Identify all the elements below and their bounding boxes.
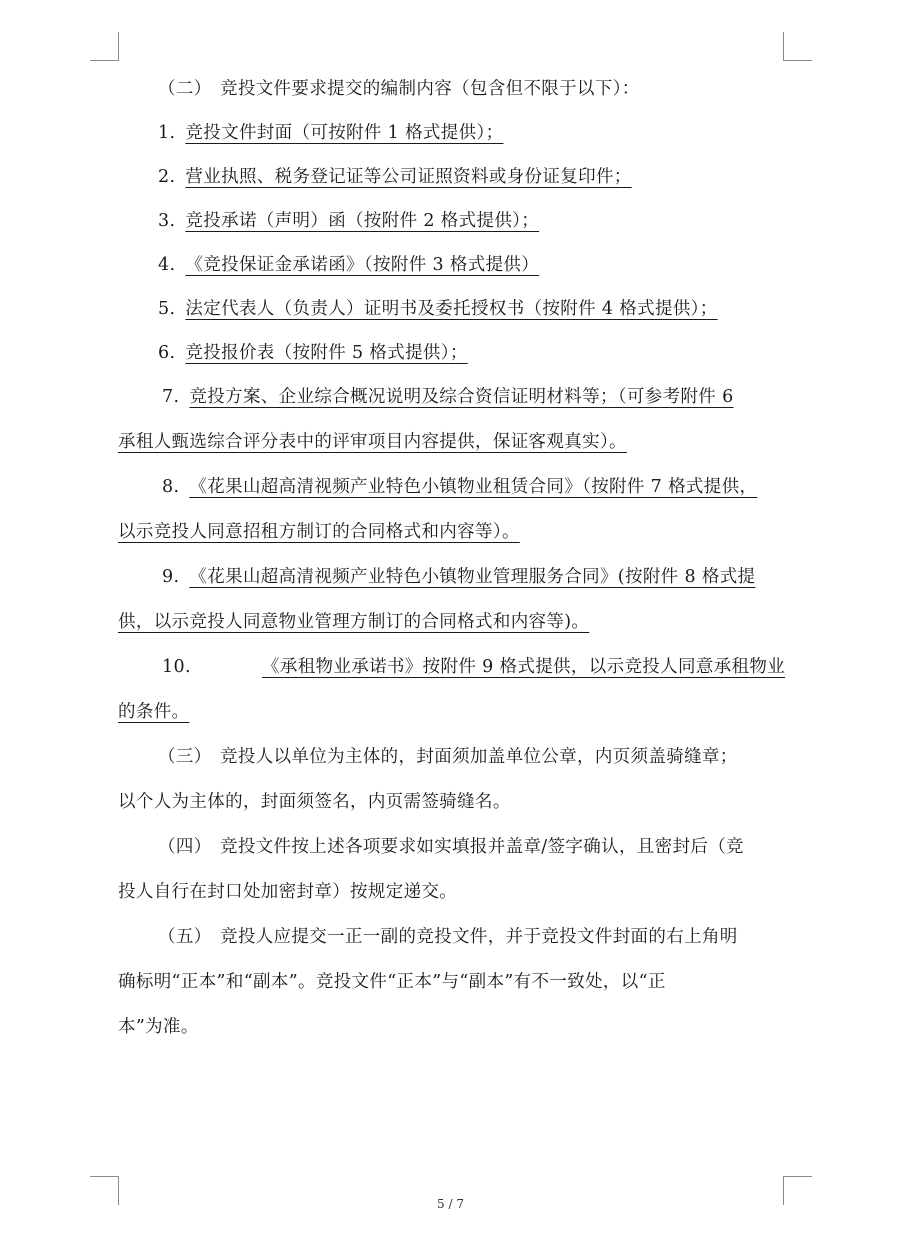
- section-5-paragraph: [118, 922, 784, 1057]
- list-item: [118, 338, 784, 382]
- list-item: [118, 206, 784, 250]
- list-item-text: 竞投文件封面（可按附件 1 格式提供）；: [185, 123, 504, 143]
- list-item-number: 1.: [158, 123, 176, 143]
- list-item-7: [118, 382, 784, 472]
- list-item-9: [118, 562, 784, 652]
- section-4-paragraph: [118, 832, 784, 922]
- list-item-10-line-1: 《承租物业承诺书》按附件 9 格式提供，以示竞投人同意承租物业: [262, 657, 786, 677]
- section-4-number: （四）: [158, 837, 212, 857]
- list-item-10: [118, 652, 784, 742]
- section-5-line-2: 确标明“正本”和“副本”。竞投文件“正本”与“副本”有不一致处，以“正: [118, 972, 666, 992]
- document-body: [118, 74, 784, 1057]
- section-2-heading: [118, 74, 784, 118]
- crop-mark-top-right: [783, 32, 812, 61]
- list-item-text: 竞投承诺（声明）函（按附件 2 格式提供）；: [185, 211, 540, 231]
- list-item-7-line-2: 承租人甄选综合评分表中的评审项目内容提供，保证客观真实）。: [118, 432, 627, 452]
- section-5-number: （五）: [158, 927, 212, 947]
- list-item-number: 3.: [158, 211, 176, 231]
- section-3-paragraph: [118, 742, 784, 832]
- section-4-line-2: 投人自行在封口处加密封章）按规定递交。: [118, 882, 458, 902]
- list-item: [118, 294, 784, 338]
- list-item-8: [118, 472, 784, 562]
- section-3-line-1: 竞投人以单位为主体的，封面须加盖单位公章，内页须盖骑缝章；: [220, 747, 738, 767]
- page-number: 5 / 7: [437, 1197, 464, 1211]
- list-item: [118, 162, 784, 206]
- section-5-line-3: 本”为准。: [118, 1017, 199, 1037]
- list-item-7-line-1: 竞投方案、企业综合概况说明及综合资信证明材料等；（可参考附件 6: [189, 387, 734, 407]
- list-item-number: 9.: [162, 567, 180, 587]
- list-item-number: 6.: [158, 343, 176, 363]
- list-item-10-line-2: 的条件。: [118, 702, 190, 722]
- list-item-number: 8.: [162, 477, 180, 497]
- list-item: [118, 118, 784, 162]
- section-3-line-2: 以个人为主体的，封面须签名，内页需签骑缝名。: [118, 792, 511, 812]
- list-item-9-line-2: 供，以示竞投人同意物业管理方制订的合同格式和内容等)。: [118, 612, 590, 632]
- section-3-number: （三）: [158, 747, 212, 767]
- crop-mark-top-left: [90, 32, 119, 61]
- list-item-8-line-2: 以示竞投人同意招租方制订的合同格式和内容等）。: [118, 522, 520, 542]
- section-2-text: 竞投文件要求提交的编制内容（包含但不限于以下）：: [220, 79, 640, 99]
- section-4-line-1: 竞投文件按上述各项要求如实填报并盖章/签字确认，且密封后（竞: [220, 837, 744, 857]
- list-item-8-line-1: 《花果山超高清视频产业特色小镇物业租赁合同》（按附件 7 格式提供，: [189, 477, 758, 497]
- section-2-number: （二）: [158, 79, 212, 99]
- list-item-text: 营业执照、税务登记证等公司证照资料或身份证复印件；: [185, 167, 632, 187]
- list-item-number: 7.: [162, 387, 180, 407]
- section-5-line-1: 竞投人应提交一正一副的竞投文件，并于竞投文件封面的右上角明: [220, 927, 738, 947]
- list-item-text: 《竞投保证金承诺函》（按附件 3 格式提供）: [185, 255, 540, 275]
- list-item-text: 竞投报价表（按附件 5 格式提供）；: [185, 343, 468, 363]
- list-item-text: 法定代表人（负责人）证明书及委托授权书（按附件 4 格式提供）；: [185, 299, 718, 319]
- list-item-number: 10.: [162, 657, 191, 677]
- list-item: [118, 250, 784, 294]
- list-item-number: 5.: [158, 299, 176, 319]
- list-item-number: 4.: [158, 255, 176, 275]
- list-item-9-line-1: 《花果山超高清视频产业特色小镇物业管理服务合同》(按附件 8 格式提: [189, 567, 756, 587]
- list-item-number: 2.: [158, 167, 176, 187]
